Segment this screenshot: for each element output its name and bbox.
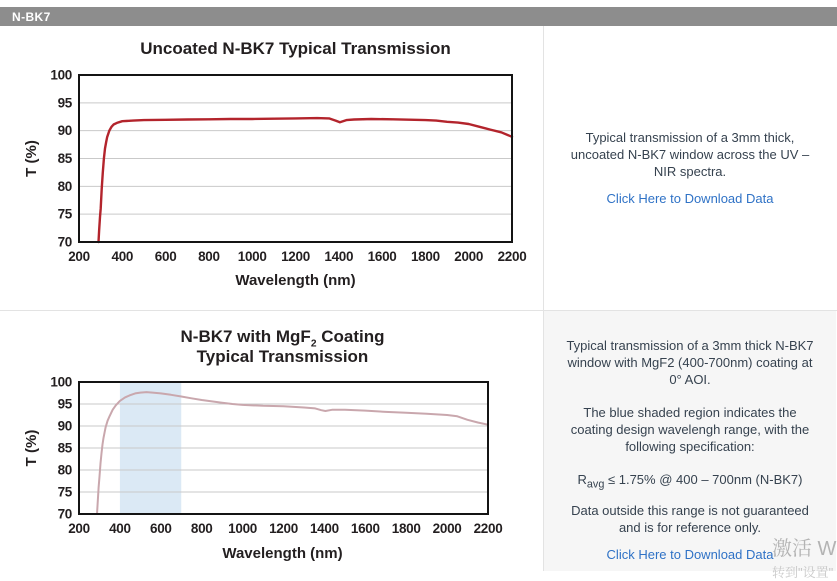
svg-text:400: 400 (109, 521, 131, 536)
svg-text:100: 100 (50, 374, 72, 390)
activate-windows-watermark (772, 532, 836, 581)
uncoated-section (0, 26, 837, 310)
svg-text:1200: 1200 (269, 521, 298, 536)
transmission-curve (99, 118, 513, 242)
svg-text:200: 200 (68, 521, 90, 536)
svg-text:85: 85 (57, 151, 72, 166)
svg-text:400: 400 (111, 249, 134, 264)
svg-text:100: 100 (50, 67, 72, 83)
svg-text:2200: 2200 (497, 249, 527, 264)
svg-text:600: 600 (149, 521, 172, 536)
svg-text:1400: 1400 (324, 249, 354, 264)
svg-text:2000: 2000 (432, 521, 462, 536)
coated-description-2: The blue shaded region indicates the coating design wavelengh range, with the following specification: (570, 405, 810, 454)
coated-chart-title-line1: N-BK7 with MgF$_2$ Coating (180, 327, 385, 350)
svg-text:70: 70 (57, 506, 72, 522)
svg-text:90: 90 (57, 123, 72, 139)
svg-text:1400: 1400 (309, 521, 339, 536)
svg-text:1600: 1600 (367, 249, 397, 264)
svg-text:1000: 1000 (228, 521, 258, 536)
svg-text:800: 800 (198, 249, 220, 264)
uncoated-x-axis-label: Wavelength (nm) (235, 272, 356, 289)
coated-section (0, 310, 837, 571)
svg-text:95: 95 (57, 95, 72, 111)
coated-description-3: Data outside this range is not guaranteed and is for reference only. (571, 503, 809, 535)
watermark-line2: 转到"设置" (772, 565, 834, 580)
svg-text:90: 90 (57, 418, 72, 434)
coated-transmission-chart (0, 367, 543, 539)
y-axis-label: T (%) (23, 429, 40, 467)
uncoated-chart-title: Uncoated N-BK7 Typical Transmission (140, 39, 451, 58)
svg-text:85: 85 (57, 440, 72, 456)
svg-text:1600: 1600 (350, 521, 380, 536)
svg-text:1200: 1200 (281, 249, 310, 264)
uncoated-description: Typical transmission of a 3mm thick, uncoated N-BK7 window across the UV – NIR spectra. (570, 130, 810, 179)
coated-x-axis-label: Wavelength (nm) (222, 545, 343, 562)
coated-download-data-link[interactable]: Click Here to Download Data (606, 547, 774, 562)
tab-nbk7[interactable]: N-BK7 (12, 9, 51, 24)
svg-text:80: 80 (57, 178, 72, 194)
coated-chart-panel (0, 311, 543, 571)
svg-text:800: 800 (190, 521, 213, 536)
svg-text:75: 75 (57, 484, 72, 500)
svg-text:80: 80 (57, 462, 72, 478)
svg-text:75: 75 (57, 206, 72, 222)
svg-text:600: 600 (154, 249, 177, 264)
uncoated-chart-panel (0, 26, 543, 310)
coated-chart-title-line2: Typical Transmission (196, 347, 369, 366)
coated-chart-title (11, 327, 554, 367)
svg-text:200: 200 (68, 249, 90, 264)
uncoated-transmission-chart (0, 62, 543, 268)
svg-text:1000: 1000 (237, 249, 267, 264)
watermark-line1: 激活 W (772, 538, 837, 560)
uncoated-download-data-link[interactable]: Click Here to Download Data (606, 191, 774, 206)
svg-text:95: 95 (57, 396, 72, 412)
svg-text:70: 70 (57, 234, 72, 250)
coating-spec: $R_{avg} \le 1.75\%$ @ 400 – 700nm (N-BK7) (577, 472, 803, 491)
y-axis-label: T (%) (23, 140, 40, 177)
svg-text:2200: 2200 (473, 521, 503, 536)
tab-bar (0, 7, 837, 26)
coated-description-1: Typical transmission of a 3mm thick N-BK7 window with MgF2 (400-700nm) coating at 0° AOI. (566, 338, 814, 387)
top-strip (0, 0, 837, 7)
svg-text:1800: 1800 (410, 249, 440, 264)
uncoated-description-panel (543, 26, 836, 310)
svg-text:2000: 2000 (454, 249, 484, 264)
svg-text:1800: 1800 (391, 521, 421, 536)
